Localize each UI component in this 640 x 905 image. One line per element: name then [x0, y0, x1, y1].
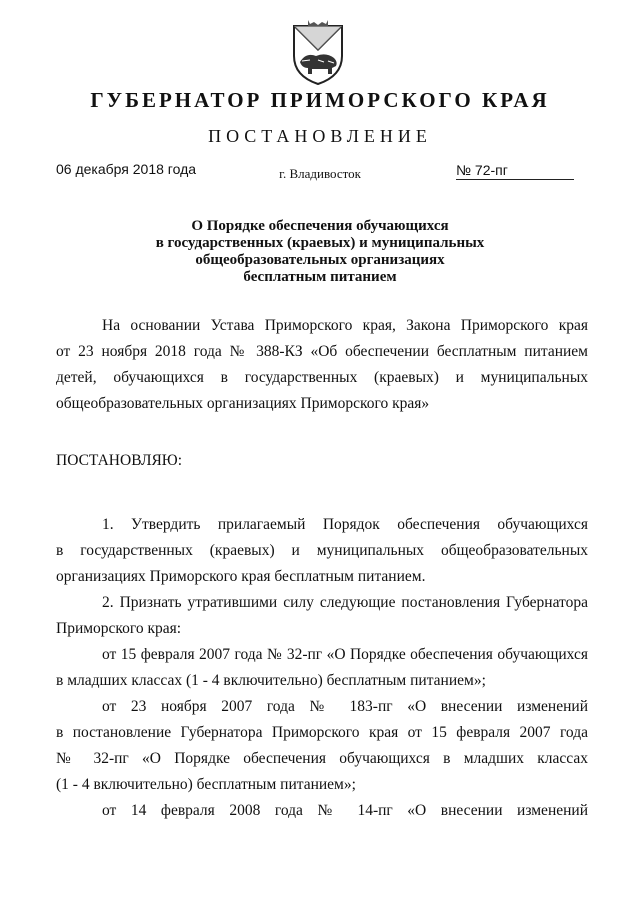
title-line: О Порядке обеспечения обучающихся — [191, 218, 449, 234]
text-line: от 15 февраля 2007 года № 32-пг «О Порядке обеспечения обучающихся — [102, 646, 588, 663]
document-number: № 72-пг — [456, 162, 574, 180]
document-city: г. Владивосток — [279, 166, 361, 181]
text-line: в младших классах (1 - 4 включительно) бесплатным питанием»; — [56, 672, 486, 689]
text-line: от 23 ноября 2007 года № 183-пг «О внесении изменений — [102, 698, 588, 715]
issuing-authority: ГУБЕРНАТОР ПРИМОРСКОГО КРАЯ — [90, 88, 550, 112]
title-line: общеобразовательных организациях — [195, 252, 445, 268]
text-line: от 23 ноября 2018 года № 388-КЗ «Об обеспечении бесплатным питанием — [56, 343, 588, 360]
text-line: в государственных (краевых) и муниципальных общеобразовательных — [56, 542, 588, 559]
document-title — [60, 218, 580, 286]
document-type: ПОСТАНОВЛЕНИЕ — [208, 126, 432, 146]
text-line: от 14 февраля 2008 года № 14-пг «О внесении изменений — [102, 802, 588, 819]
coat-of-arms-emblem — [288, 16, 348, 86]
text-line: детей, обучающихся в государственных (краевых) и муниципальных — [56, 369, 588, 386]
title-line: бесплатным питанием — [243, 269, 397, 285]
text-line: На основании Устава Приморского края, Закона Приморского края — [102, 317, 588, 334]
preamble-paragraph — [56, 313, 588, 417]
text-line: 2. Признать утратившими силу следующие постановления Губернатора — [102, 594, 588, 611]
text-line: в постановление Губернатора Приморского края от 15 февраля 2007 года — [56, 724, 588, 741]
text-line: Приморского края: — [56, 620, 182, 637]
text-line: общеобразовательных организациях Приморского края» — [56, 395, 430, 412]
text-line: 1. Утвердить прилагаемый Порядок обеспечения обучающихся — [102, 516, 588, 533]
text-line: № 32-пг «О Порядке обеспечения обучающихся в младших классах — [56, 750, 588, 767]
decree-items — [56, 512, 588, 824]
document-date: 06 декабря 2018 года — [56, 161, 197, 177]
text-line: организациях Приморского края бесплатным питанием. — [56, 568, 426, 585]
decree-word: ПОСТАНОВЛЯЮ: — [56, 452, 183, 469]
text-line: (1 - 4 включительно) бесплатным питанием»; — [56, 776, 356, 793]
title-line: в государственных (краевых) и муниципальных — [155, 235, 485, 251]
